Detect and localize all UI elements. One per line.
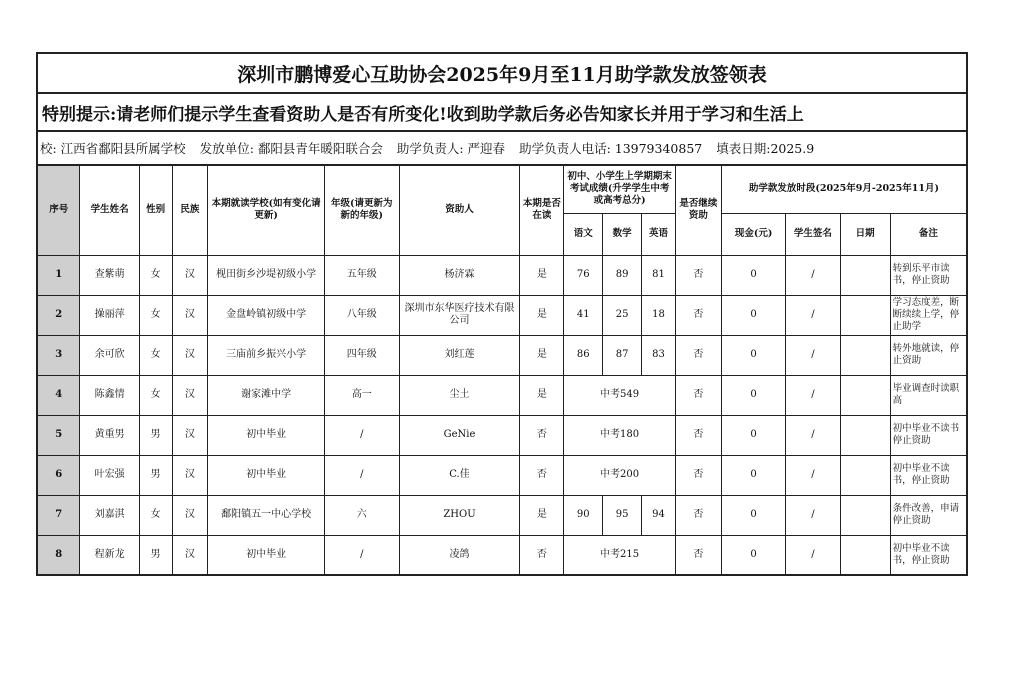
row-number: 6 bbox=[37, 455, 80, 495]
student-school: 谢家滩中学 bbox=[208, 375, 325, 415]
student-school: 初中毕业 bbox=[208, 415, 325, 455]
score-math: 25 bbox=[603, 295, 642, 335]
sponsor-name: ZHOU bbox=[399, 495, 520, 535]
sponsor-name: 凌鸽 bbox=[399, 535, 520, 575]
student-gender: 女 bbox=[139, 495, 172, 535]
special-notice: 特别提示:请老师们提示学生查看资助人是否有所变化!收到助学款后务必告知家长并用于学习和生活上 bbox=[36, 92, 968, 130]
student-gender: 女 bbox=[139, 295, 172, 335]
student-school: 三庙前乡振兴小学 bbox=[208, 335, 325, 375]
header-gender: 性别 bbox=[139, 165, 172, 255]
sponsor-name: C.佳 bbox=[399, 455, 520, 495]
cash-amount: 0 bbox=[721, 335, 785, 375]
remark-note: 初中毕业不读书停止资助 bbox=[890, 415, 967, 455]
student-name: 刘嘉淇 bbox=[80, 495, 139, 535]
sign-date bbox=[840, 415, 890, 455]
continue-aid: 否 bbox=[675, 535, 721, 575]
table-row bbox=[37, 455, 967, 495]
student-name: 程新龙 bbox=[80, 535, 139, 575]
cash-amount: 0 bbox=[721, 375, 785, 415]
header-sponsor: 资助人 bbox=[399, 165, 520, 255]
student-gender: 女 bbox=[139, 335, 172, 375]
student-grade: 四年级 bbox=[324, 335, 399, 375]
sponsor-name: 深圳市东华医疗技术有限公司 bbox=[399, 295, 520, 335]
student-school: 金盘岭镇初级中学 bbox=[208, 295, 325, 335]
student-grade: 高一 bbox=[324, 375, 399, 415]
continue-aid: 否 bbox=[675, 335, 721, 375]
date-info: 填表日期:2025.9 bbox=[716, 141, 815, 156]
score-english: 83 bbox=[642, 335, 676, 375]
sign-date bbox=[840, 255, 890, 295]
student-school: 初中毕业 bbox=[208, 455, 325, 495]
sponsor-name: GeNie bbox=[399, 415, 520, 455]
student-ethnicity: 汉 bbox=[172, 295, 208, 335]
row-number: 2 bbox=[37, 295, 80, 335]
header-signature: 学生签名 bbox=[786, 213, 840, 255]
enrolled-status: 是 bbox=[520, 495, 564, 535]
student-school: 枧田街乡沙堤初级小学 bbox=[208, 255, 325, 295]
sign-date bbox=[840, 455, 890, 495]
continue-aid: 否 bbox=[675, 455, 721, 495]
score-english: 81 bbox=[642, 255, 676, 295]
sponsor-name: 尘土 bbox=[399, 375, 520, 415]
phone-info: 助学负责人电话: 13979340857 bbox=[519, 141, 703, 156]
info-line bbox=[36, 130, 968, 164]
remark-note: 毕业调查时读职高 bbox=[890, 375, 967, 415]
enrolled-status: 是 bbox=[520, 375, 564, 415]
row-number: 8 bbox=[37, 535, 80, 575]
remark-note: 初中毕业不读书，停止资助 bbox=[890, 455, 967, 495]
header-grade: 年级(请更新为新的年级) bbox=[324, 165, 399, 255]
student-name: 叶宏强 bbox=[80, 455, 139, 495]
remark-note: 条件改善，申请停止资助 bbox=[890, 495, 967, 535]
continue-aid: 否 bbox=[675, 255, 721, 295]
student-signature: / bbox=[786, 535, 840, 575]
cash-amount: 0 bbox=[721, 295, 785, 335]
sign-date bbox=[840, 295, 890, 335]
row-number: 7 bbox=[37, 495, 80, 535]
student-grade: 六 bbox=[324, 495, 399, 535]
continue-aid: 否 bbox=[675, 495, 721, 535]
exam-total: 中考180 bbox=[564, 415, 676, 455]
student-signature: / bbox=[786, 375, 840, 415]
exam-total: 中考200 bbox=[564, 455, 676, 495]
student-name: 黄重男 bbox=[80, 415, 139, 455]
student-gender: 女 bbox=[139, 255, 172, 295]
score-chinese: 76 bbox=[564, 255, 603, 295]
enrolled-status: 否 bbox=[520, 535, 564, 575]
form-sheet bbox=[36, 52, 968, 576]
header-date: 日期 bbox=[840, 213, 890, 255]
continue-aid: 否 bbox=[675, 295, 721, 335]
table-row bbox=[37, 295, 967, 335]
student-signature: / bbox=[786, 295, 840, 335]
student-name: 查紫萌 bbox=[80, 255, 139, 295]
cash-amount: 0 bbox=[721, 535, 785, 575]
student-name: 陈鑫情 bbox=[80, 375, 139, 415]
enrolled-status: 否 bbox=[520, 455, 564, 495]
aid-table bbox=[36, 164, 968, 576]
score-chinese: 86 bbox=[564, 335, 603, 375]
student-signature: / bbox=[786, 455, 840, 495]
header-remark: 备注 bbox=[890, 213, 967, 255]
continue-aid: 否 bbox=[675, 415, 721, 455]
header-no: 序号 bbox=[37, 165, 80, 255]
remark-note: 初中毕业不读书，停止资助 bbox=[890, 535, 967, 575]
student-ethnicity: 汉 bbox=[172, 455, 208, 495]
student-gender: 男 bbox=[139, 535, 172, 575]
enrolled-status: 是 bbox=[520, 335, 564, 375]
cash-amount: 0 bbox=[721, 415, 785, 455]
remark-note: 转到乐平市读书，停止资助 bbox=[890, 255, 967, 295]
table-row bbox=[37, 535, 967, 575]
student-signature: / bbox=[786, 255, 840, 295]
student-school: 初中毕业 bbox=[208, 535, 325, 575]
student-school: 鄱阳镇五一中心学校 bbox=[208, 495, 325, 535]
student-signature: / bbox=[786, 495, 840, 535]
cash-amount: 0 bbox=[721, 255, 785, 295]
row-number: 3 bbox=[37, 335, 80, 375]
score-english: 18 bbox=[642, 295, 676, 335]
table-row bbox=[37, 415, 967, 455]
cash-amount: 0 bbox=[721, 495, 785, 535]
remark-note: 学习态度差，断断续续上学，停止助学 bbox=[890, 295, 967, 335]
header-cash: 现金(元) bbox=[721, 213, 785, 255]
row-number: 4 bbox=[37, 375, 80, 415]
student-gender: 男 bbox=[139, 415, 172, 455]
student-ethnicity: 汉 bbox=[172, 255, 208, 295]
student-gender: 女 bbox=[139, 375, 172, 415]
score-chinese: 41 bbox=[564, 295, 603, 335]
header-enrolled: 本期是否在读 bbox=[520, 165, 564, 255]
student-grade: / bbox=[324, 415, 399, 455]
score-math: 89 bbox=[603, 255, 642, 295]
student-ethnicity: 汉 bbox=[172, 535, 208, 575]
table-row bbox=[37, 255, 967, 295]
sign-date bbox=[840, 535, 890, 575]
header-math: 数学 bbox=[603, 213, 642, 255]
header-english: 英语 bbox=[642, 213, 676, 255]
form-title: 深圳市鹏博爱心互助协会2025年9月至11月助学款发放签领表 bbox=[36, 52, 968, 92]
score-math: 95 bbox=[603, 495, 642, 535]
score-english: 94 bbox=[642, 495, 676, 535]
sign-date bbox=[840, 335, 890, 375]
sponsor-name: 刘红莲 bbox=[399, 335, 520, 375]
student-grade: / bbox=[324, 455, 399, 495]
student-ethnicity: 汉 bbox=[172, 415, 208, 455]
header-chinese: 语文 bbox=[564, 213, 603, 255]
score-math: 87 bbox=[603, 335, 642, 375]
issuer-info: 发放单位: 鄱阳县青年暖阳联合会 bbox=[199, 141, 383, 156]
header-period: 助学款发放时段(2025年9月-2025年11月) bbox=[721, 165, 967, 213]
exam-total: 中考215 bbox=[564, 535, 676, 575]
enrolled-status: 是 bbox=[520, 295, 564, 335]
header-name: 学生姓名 bbox=[80, 165, 139, 255]
student-gender: 男 bbox=[139, 455, 172, 495]
remark-note: 转外地就读，停止资助 bbox=[890, 335, 967, 375]
student-grade: 五年级 bbox=[324, 255, 399, 295]
student-name: 余可欣 bbox=[80, 335, 139, 375]
table-row bbox=[37, 335, 967, 375]
continue-aid: 否 bbox=[675, 375, 721, 415]
sign-date bbox=[840, 375, 890, 415]
student-signature: / bbox=[786, 415, 840, 455]
exam-total: 中考549 bbox=[564, 375, 676, 415]
header-scores: 初中、小学生上学期期末考试成绩(升学学生中考或高考总分) bbox=[564, 165, 676, 213]
enrolled-status: 是 bbox=[520, 255, 564, 295]
table-row bbox=[37, 375, 967, 415]
student-ethnicity: 汉 bbox=[172, 335, 208, 375]
header-school: 本期就读学校(如有变化请更新) bbox=[208, 165, 325, 255]
student-ethnicity: 汉 bbox=[172, 375, 208, 415]
row-number: 5 bbox=[37, 415, 80, 455]
manager-info: 助学负责人: 严迎春 bbox=[396, 141, 506, 156]
table-row bbox=[37, 495, 967, 535]
table-body bbox=[37, 255, 967, 575]
student-ethnicity: 汉 bbox=[172, 495, 208, 535]
header-ethnicity: 民族 bbox=[172, 165, 208, 255]
sponsor-name: 杨济霖 bbox=[399, 255, 520, 295]
student-grade: 八年级 bbox=[324, 295, 399, 335]
school-info: 校: 江西省鄱阳县所属学校 bbox=[40, 141, 186, 156]
cash-amount: 0 bbox=[721, 455, 785, 495]
student-grade: / bbox=[324, 535, 399, 575]
enrolled-status: 否 bbox=[520, 415, 564, 455]
row-number: 1 bbox=[37, 255, 80, 295]
sign-date bbox=[840, 495, 890, 535]
header-continue: 是否继续资助 bbox=[675, 165, 721, 255]
student-signature: / bbox=[786, 335, 840, 375]
student-name: 操丽萍 bbox=[80, 295, 139, 335]
score-chinese: 90 bbox=[564, 495, 603, 535]
